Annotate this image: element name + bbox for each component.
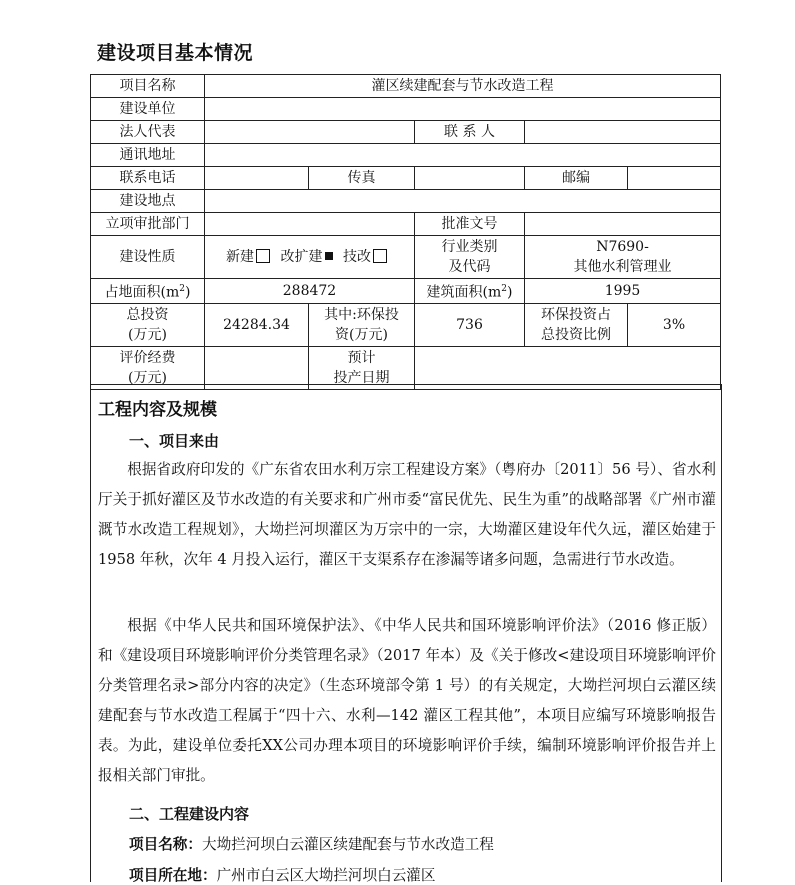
address-value xyxy=(205,144,721,167)
industry-name: 其他水利管理业 xyxy=(573,259,672,275)
env-invest-label xyxy=(309,303,415,346)
postcode-value xyxy=(628,167,721,190)
fax-value xyxy=(415,167,525,190)
env-ratio-label-line1: 环保投资占 xyxy=(541,306,611,323)
industry-label xyxy=(415,236,525,279)
land-area-value: 288472 xyxy=(205,279,415,304)
table-row xyxy=(91,279,721,304)
eval-fee-value xyxy=(205,346,309,389)
env-invest-label-line2: 资(万元) xyxy=(335,326,388,343)
eval-fee-label-line1: 评价经费 xyxy=(119,349,176,366)
legal-rep-label: 法人代表 xyxy=(91,121,205,144)
project-location-line-label: 项目所在地： xyxy=(129,867,217,884)
env-ratio-label xyxy=(525,303,628,346)
table-row xyxy=(91,121,721,144)
build-area-value: 1995 xyxy=(525,279,721,304)
env-invest-label-line1: 其中:环保投 xyxy=(324,306,399,323)
nature-expand-checkbox[interactable] xyxy=(325,252,333,260)
expected-date-label-line2: 投产日期 xyxy=(333,369,390,386)
invest-value: 24284.34 xyxy=(205,303,309,346)
project-name-line-value: 大坳拦河坝白云灌区续建配套与节水改造工程 xyxy=(201,836,494,853)
nature-tech-checkbox[interactable] xyxy=(373,249,387,263)
industry-value xyxy=(525,236,721,279)
fax-label: 传真 xyxy=(309,167,415,190)
paragraph-legal-basis: 根据《中华人民共和国环境保护法》、《中华人民共和国环境影响评价法》（2016 修正版）和《建设项目环境影响评价分类管理名录》（2017 年本）及《关于修改<建设项目环境影响评价分类管理名录>部分内容的决定》（生态环境部令第 1 号）的有关规定，大坳拦河坝白云灌区续建配套与节水改造工程属于“四十六、水利—142 灌区工程其他”，本项目应编写环境影响报告表。为此，建设单位委托XX公司办理本项目的环境影响评价手续，编制环境影响评价报告并上报相关部门审批。 xyxy=(98,617,716,784)
expected-date-label xyxy=(309,346,415,389)
table-row xyxy=(91,167,721,190)
approval-doc-value xyxy=(525,213,721,236)
builder-value xyxy=(205,98,721,121)
approval-doc-label: 批准文号 xyxy=(415,213,525,236)
contact-label: 联 系 人 xyxy=(415,121,525,144)
phone-label: 联系电话 xyxy=(91,167,205,190)
nature-new-label: 新建 xyxy=(226,249,255,265)
env-invest-value: 736 xyxy=(415,303,525,346)
expected-date-value xyxy=(415,346,721,389)
project-name-line xyxy=(129,833,494,854)
table-row xyxy=(91,346,721,389)
paragraph-origin: 根据省政府印发的《广东省农田水利万宗工程建设方案》（粤府办〔2011〕56 号）、省水利厅关于抓好灌区及节水改造的有关要求和广州市委“富民优先、民生为重”的战略部署《广州市灌溉节水改造工程规划》，大坳拦河坝灌区为万宗中的一宗，大坳灌区建设年代久远，灌区始建于 1958 年秋，次年 4 月投入运行，灌区干支渠系存在渗漏等诸多问题，急需进行节水改造。 xyxy=(98,461,716,568)
address-label: 通讯地址 xyxy=(91,144,205,167)
industry-label-line1: 行业类别 xyxy=(441,239,498,255)
subheading-construction: 二、工程建设内容 xyxy=(129,805,250,823)
project-location-line-value: 广州市白云区大坳拦河坝白云灌区 xyxy=(216,867,436,884)
table-row xyxy=(91,303,721,346)
industry-code: N7690- xyxy=(596,239,649,255)
project-content-section xyxy=(90,384,722,882)
section-heading: 工程内容及规模 xyxy=(98,400,217,420)
table-row xyxy=(91,236,721,279)
nature-new-checkbox[interactable] xyxy=(256,249,270,263)
legal-rep-value xyxy=(205,121,415,144)
table-row xyxy=(91,190,721,213)
invest-label xyxy=(91,303,205,346)
project-name-value: 灌区续建配套与节水改造工程 xyxy=(205,75,721,98)
page-title: 建设项目基本情况 xyxy=(97,42,254,64)
nature-options xyxy=(205,236,415,279)
contact-value xyxy=(525,121,721,144)
table-row xyxy=(91,213,721,236)
nature-label: 建设性质 xyxy=(91,236,205,279)
build-area-label: 建筑面积$(m^2)$ xyxy=(415,279,525,304)
invest-label-line1: 总投资 xyxy=(126,306,169,323)
invest-label-line2: (万元) xyxy=(128,326,167,343)
project-location-line xyxy=(129,864,436,885)
table-row xyxy=(91,75,721,98)
expected-date-label-line1: 预计 xyxy=(347,349,376,366)
nature-expand-label: 改扩建 xyxy=(280,249,323,265)
project-name-label: 项目名称 xyxy=(91,75,205,98)
table-row xyxy=(91,144,721,167)
site-value xyxy=(205,190,721,213)
env-ratio-value: 3% xyxy=(628,303,721,346)
table-row xyxy=(91,98,721,121)
approval-dept-value xyxy=(205,213,415,236)
industry-label-line2: 及代码 xyxy=(448,259,491,275)
env-ratio-label-line2: 总投资比例 xyxy=(541,326,611,343)
project-info-table xyxy=(90,74,721,390)
phone-value xyxy=(205,167,309,190)
site-label: 建设地点 xyxy=(91,190,205,213)
approval-dept-label: 立项审批部门 xyxy=(91,213,205,236)
eval-fee-label xyxy=(91,346,205,389)
nature-tech-label: 技改 xyxy=(342,249,371,265)
eval-fee-label-line2: (万元) xyxy=(128,369,167,386)
builder-label: 建设单位 xyxy=(91,98,205,121)
project-name-line-label: 项目名称： xyxy=(129,836,202,853)
subheading-origin: 一、项目来由 xyxy=(129,432,220,450)
postcode-label: 邮编 xyxy=(525,167,628,190)
land-area-label: 占地面积$(m^2)$ xyxy=(91,279,205,304)
